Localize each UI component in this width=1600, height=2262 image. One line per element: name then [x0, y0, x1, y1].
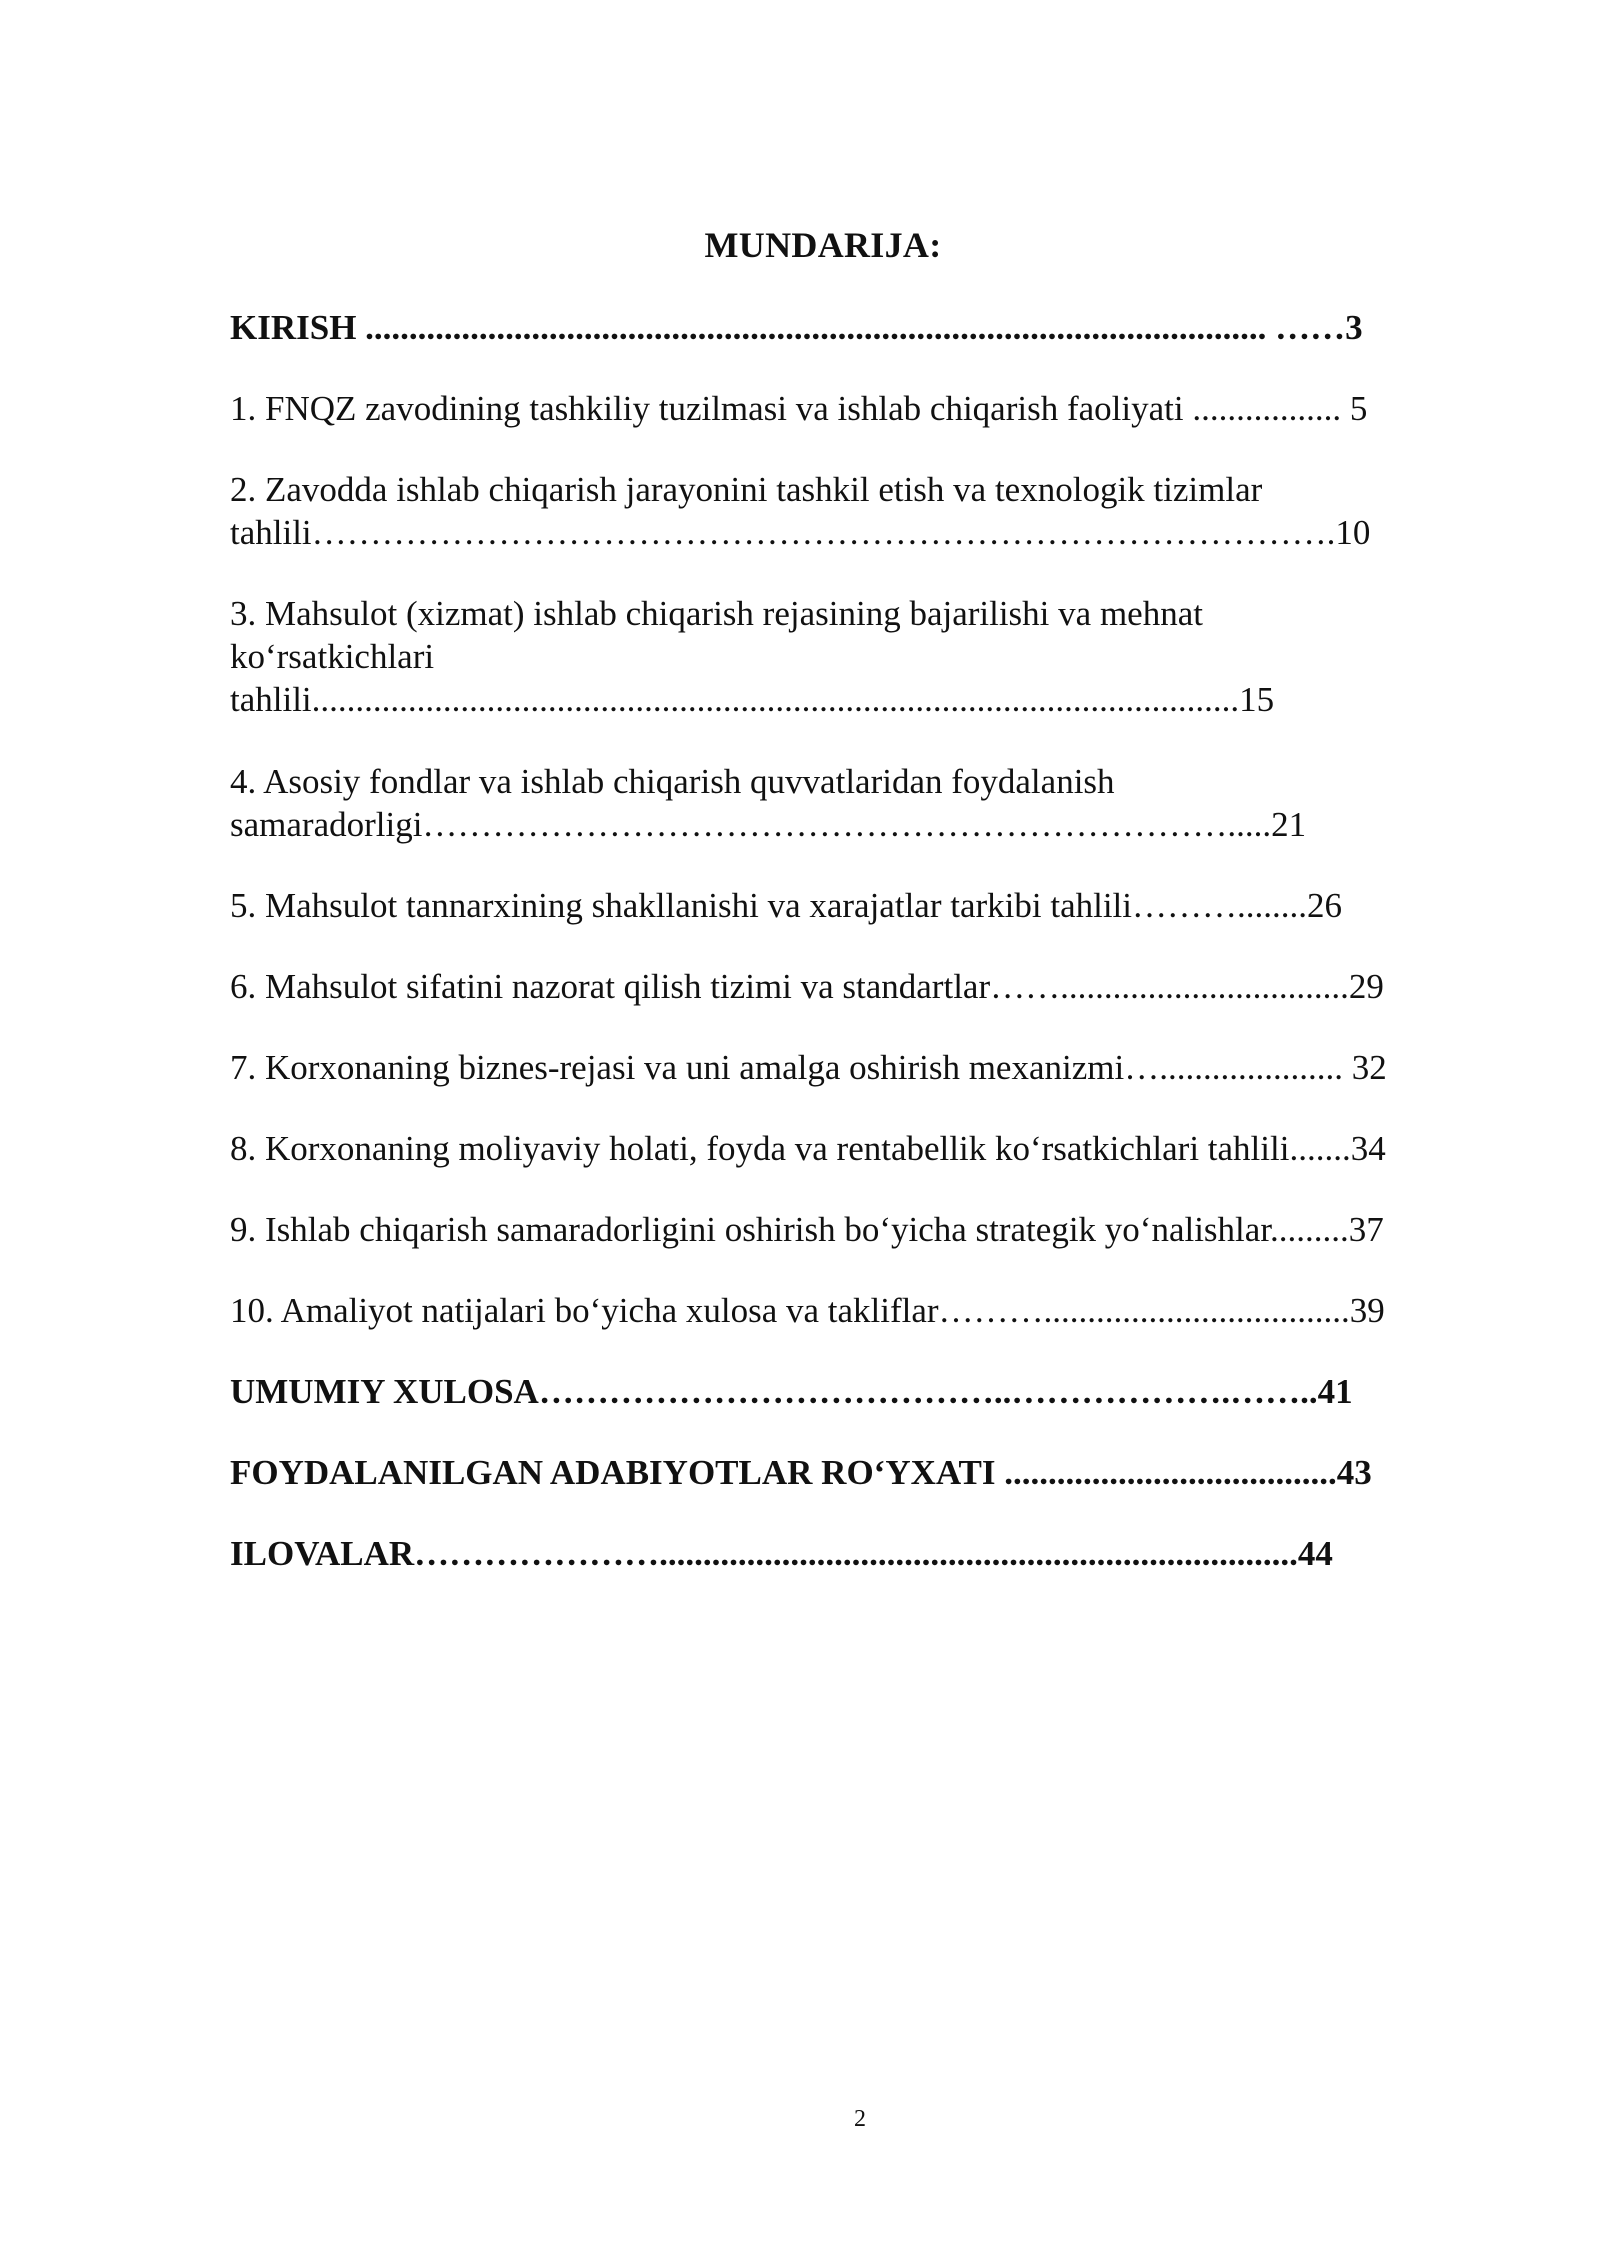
toc-entry-umumiy-xulosa	[230, 1370, 1353, 1413]
toc-entry-6	[230, 965, 1384, 1008]
toc-entry-line: 9. Ishlab chiqarish samaradorligini oshirish bo‘yicha strategik yo‘nalishlar.........37	[230, 1210, 1384, 1249]
page-number: 2	[854, 2106, 866, 2132]
toc-entry-line: 2. Zavodda ishlab chiqarish jarayonini tashkil etish va texnologik tizimlar	[230, 470, 1263, 509]
toc-entry-line: samaradorligi…………………………………………………………….....21	[230, 805, 1307, 844]
toc-entry-line: tahlili..........................................................................................................15	[230, 680, 1275, 719]
toc-entry-line: 10. Amaliyot natijalari bo‘yicha xulosa va takliflar………...................................39	[230, 1291, 1385, 1330]
toc-entry-9	[230, 1208, 1384, 1251]
toc-entry-5	[230, 884, 1342, 927]
toc-entry-8	[230, 1127, 1386, 1170]
toc-entry-7	[230, 1046, 1387, 1089]
toc-entry-line: 8. Korxonaning moliyaviy holati, foyda va rentabellik ko‘rsatkichlari tahlili.......34	[230, 1129, 1386, 1168]
toc-entry-3	[230, 592, 1274, 721]
toc-entry-1	[230, 387, 1367, 430]
toc-entry-line: 6. Mahsulot sifatini nazorat qilish tizimi va standartlar…….................................29	[230, 967, 1384, 1006]
toc-entry-kirish	[230, 306, 1363, 349]
toc-entry-line: ko‘rsatkichlari	[230, 637, 435, 676]
toc-entry-line: tahlili…………………………………………………………………………….10	[230, 513, 1371, 552]
toc-entry-line: 3. Mahsulot (xizmat) ishlab chiqarish rejasining bajarilishi va mehnat	[230, 594, 1203, 633]
toc-entry-line: 7. Korxonaning biznes-rejasi va uni amalga oshirish mexanizmi…..................... 32	[230, 1048, 1387, 1087]
toc-title: MUNDARIJA:	[704, 225, 942, 265]
toc-entry-line: 1. FNQZ zavodining tashkiliy tuzilmasi va ishlab chiqarish faoliyati ................. 5	[230, 389, 1368, 428]
toc-entry-line: KIRISH ....................................................................................................... ……3	[230, 308, 1363, 347]
toc-entry-2	[230, 468, 1370, 554]
toc-entry-4	[230, 760, 1306, 846]
toc-entry-ilovalar	[230, 1532, 1333, 1575]
toc-entry-adabiyotlar	[230, 1451, 1372, 1494]
toc-entry-line: 5. Mahsulot tannarxining shakllanishi va xarajatlar tarkibi tahlili………........26	[230, 886, 1343, 925]
toc-entry-line: FOYDALANILGAN ADABIYOTLAR RO‘YXATI ......................................43	[230, 1453, 1372, 1492]
toc-entry-10	[230, 1289, 1385, 1332]
toc-entry-line: ILOVALAR………………….........................................................................44	[230, 1534, 1333, 1573]
toc-entry-line: 4. Asosiy fondlar va ishlab chiqarish quvvatlaridan foydalanish	[230, 762, 1115, 801]
toc-entry-line: UMUMIY XULOSA…………………………………..……………….……..41	[230, 1372, 1353, 1411]
